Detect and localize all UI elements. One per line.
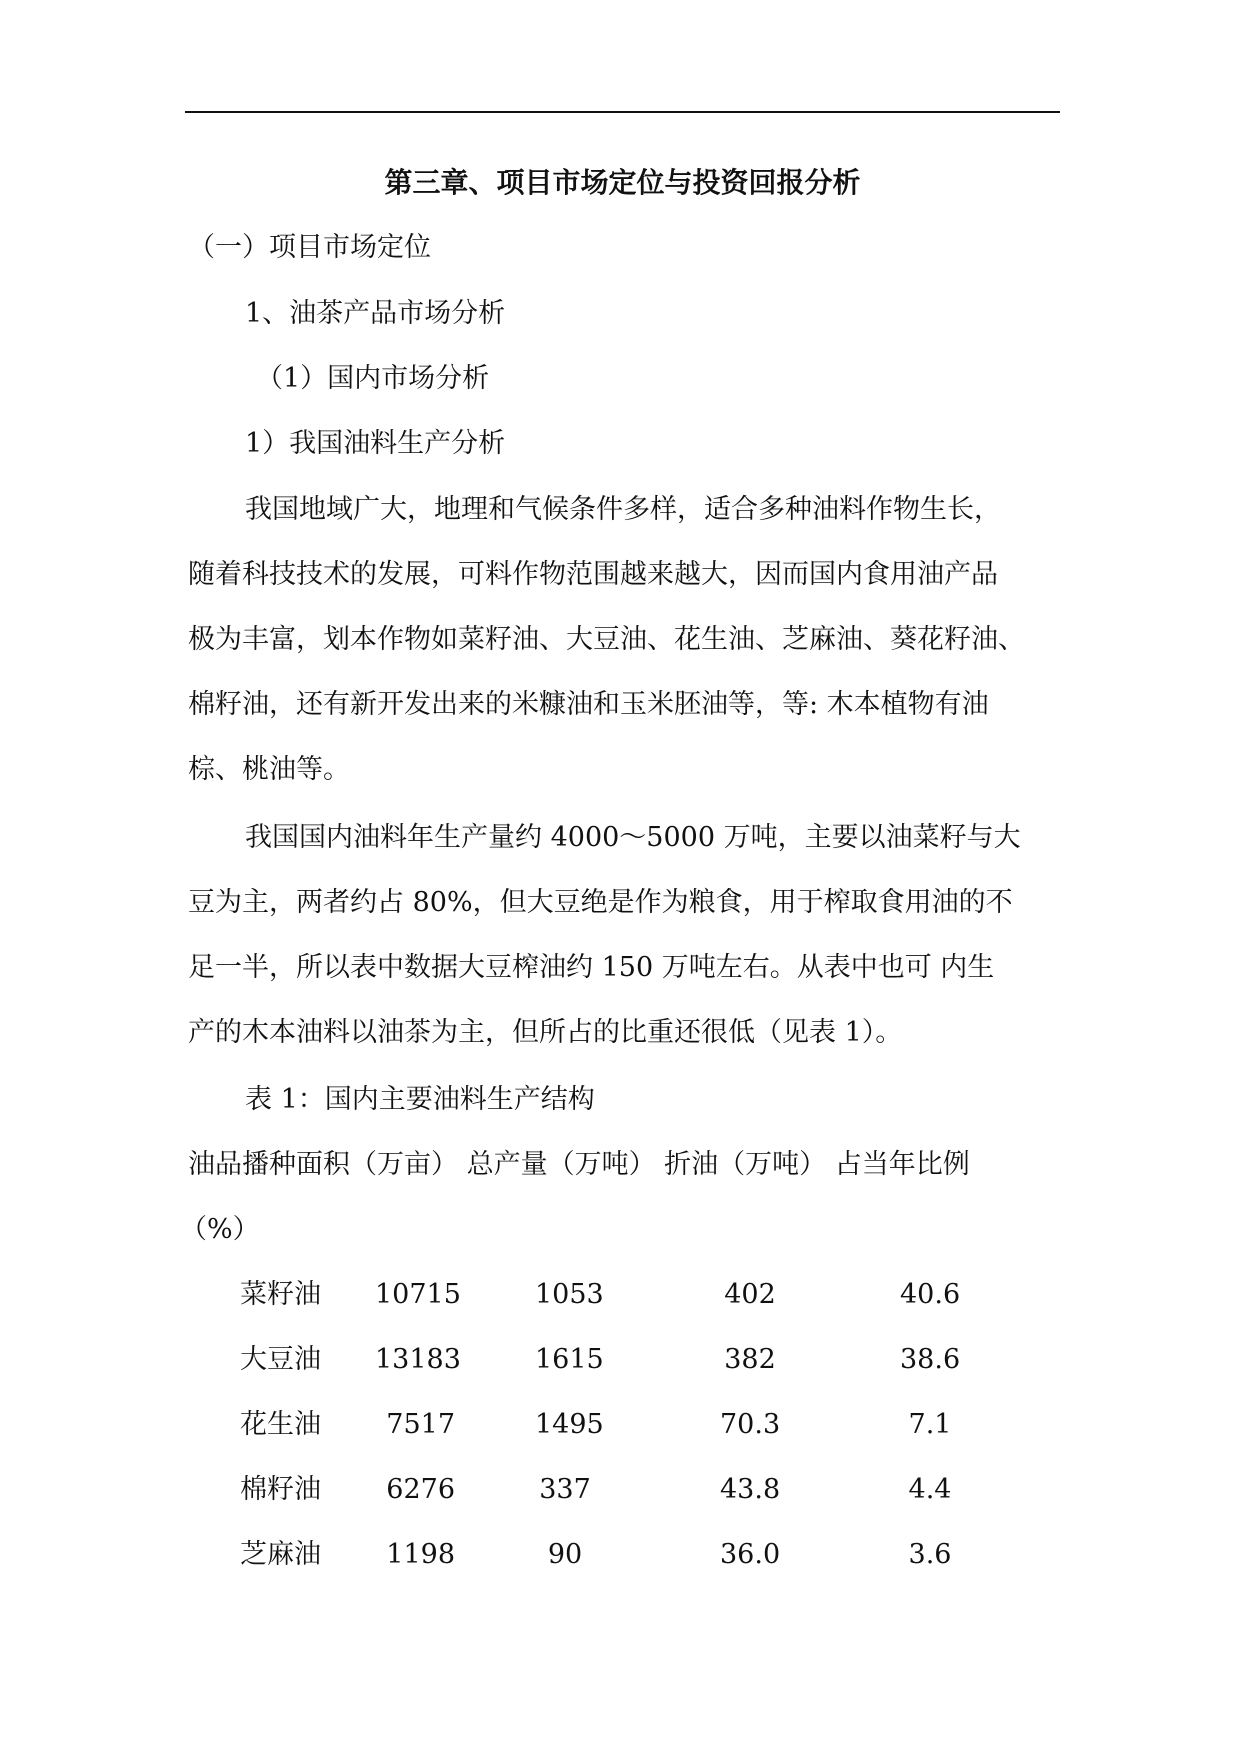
paragraph-line: 足一半，所以表中数据大豆榨油约 150 万吨左右。从表中也可 内生 <box>188 952 995 983</box>
oil-cell: 43.8 <box>720 1474 781 1505</box>
percent-cell: 4.4 <box>908 1474 952 1505</box>
total-cell: 1615 <box>535 1344 604 1375</box>
paragraph-line: 豆为主，两者约占 80%，但大豆绝是作为粮食，用于榨取食用油的不 <box>188 887 1013 918</box>
oil-name-cell: 大豆油 <box>240 1344 321 1375</box>
paragraph-line: 我国国内油料年生产量约 4000～5000 万吨，主要以油菜籽与大 <box>245 822 1021 853</box>
area-cell: 1198 <box>386 1539 455 1570</box>
table-row <box>0 1340 1241 1380</box>
area-cell: 10715 <box>375 1279 461 1310</box>
oil-name-cell: 棉籽油 <box>240 1474 321 1505</box>
oil-cell: 402 <box>724 1279 776 1310</box>
table-row <box>0 1405 1241 1445</box>
percent-cell: 3.6 <box>908 1539 952 1570</box>
oil-cell: 70.3 <box>720 1409 781 1440</box>
subsection-heading: 1、油茶产品市场分析 <box>245 298 506 329</box>
header-rule <box>185 111 1060 113</box>
table-caption: 表 1：国内主要油料生产结构 <box>245 1084 595 1115</box>
oil-cell: 36.0 <box>720 1539 781 1570</box>
paragraph-line: 极为丰富，划本作物如菜籽油、大豆油、花生油、芝麻油、葵花籽油、 <box>188 624 1025 655</box>
table-row <box>0 1535 1241 1575</box>
total-cell: 1495 <box>535 1409 604 1440</box>
chapter-title: 第三章、项目市场定位与投资回报分析 <box>384 166 861 199</box>
total-cell: 337 <box>539 1474 591 1505</box>
area-cell: 6276 <box>386 1474 455 1505</box>
paragraph-line: 棕、桃油等。 <box>188 754 350 785</box>
percent-cell: 7.1 <box>908 1409 952 1440</box>
area-cell: 13183 <box>375 1344 461 1375</box>
table-header-unit: （%） <box>180 1214 260 1245</box>
total-cell: 1053 <box>535 1279 604 1310</box>
section-heading: （一）项目市场定位 <box>188 232 431 263</box>
paragraph-line: 棉籽油，还有新开发出来的米糠油和玉米胚油等，等: 木本植物有油 <box>188 689 989 720</box>
table-header: 油品播种面积（万亩） 总产量（万吨） 折油（万吨） 占当年比例 <box>188 1149 970 1180</box>
percent-cell: 38.6 <box>900 1344 961 1375</box>
paragraph-line: 我国地域广大，地理和气候条件多样，适合多种油料作物生长， <box>245 494 1001 525</box>
item-heading: 1）我国油料生产分析 <box>245 428 506 459</box>
percent-cell: 40.6 <box>900 1279 961 1310</box>
table-row <box>0 1470 1241 1510</box>
table-row <box>0 1275 1241 1315</box>
paragraph-line: 随着科技技术的发展，可料作物范围越来越大，因而国内食用油产品 <box>188 559 998 590</box>
oil-name-cell: 花生油 <box>240 1409 321 1440</box>
total-cell: 90 <box>547 1539 583 1570</box>
subsubsection-heading: （1）国内市场分析 <box>256 363 490 394</box>
oil-name-cell: 芝麻油 <box>240 1539 321 1570</box>
oil-name-cell: 菜籽油 <box>240 1279 321 1310</box>
oil-cell: 382 <box>724 1344 776 1375</box>
paragraph-line: 产的木本油料以油茶为主，但所占的比重还很低（见表 1）。 <box>188 1017 903 1048</box>
area-cell: 7517 <box>386 1409 455 1440</box>
